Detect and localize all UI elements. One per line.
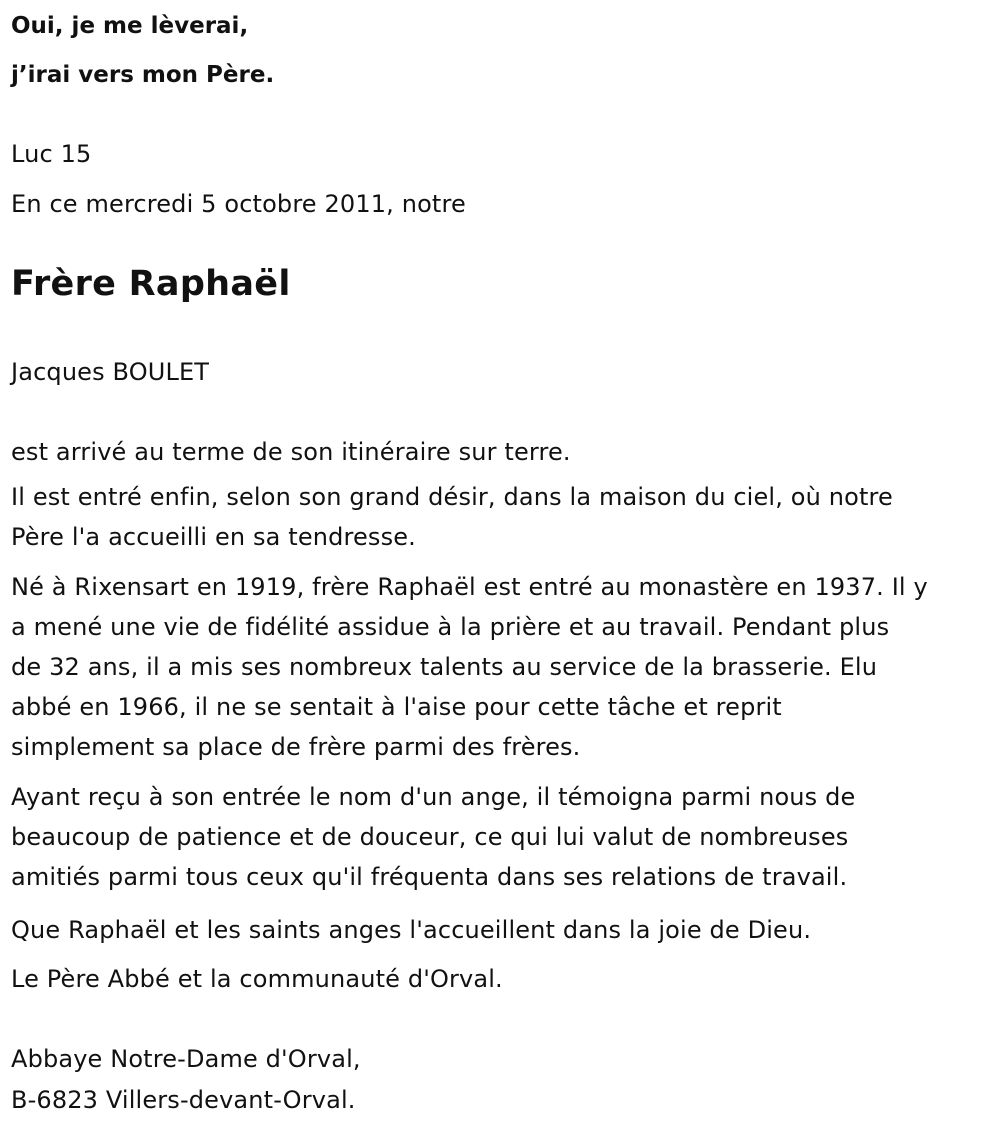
paragraph-2-line: Il est entré enfin, selon son grand désir, dans la maison du ciel, où notre xyxy=(11,483,893,511)
scripture-reference: Luc 15 xyxy=(11,140,92,168)
paragraph-3-line: abbé en 1966, il ne se sentait à l'aise pour cette tâche et reprit xyxy=(11,693,782,721)
paragraph-3-line: simplement sa place de frère parmi des frères. xyxy=(11,733,581,761)
paragraph-6: Le Père Abbé et la communauté d'Orval. xyxy=(11,965,503,993)
paragraph-5: Que Raphaël et les saints anges l'accueillent dans la joie de Dieu. xyxy=(11,916,812,944)
address-line-1: Abbaye Notre-Dame d'Orval, xyxy=(11,1045,361,1073)
paragraph-2-line: Père l'a accueilli en sa tendresse. xyxy=(11,523,416,551)
intro-text: En ce mercredi 5 octobre 2011, notre xyxy=(11,190,466,218)
paragraph-4-line: beaucoup de patience et de douceur, ce qui lui valut de nombreuses xyxy=(11,823,849,851)
paragraph-2 xyxy=(11,482,996,562)
quote-line-2: j’irai vers mon Père. xyxy=(11,62,275,88)
civil-name: Jacques BOULET xyxy=(11,358,210,386)
paragraph-3-line: de 32 ans, il a mis ses nombreux talents au service de la brasserie. Elu xyxy=(11,653,878,681)
paragraph-4-line: Ayant reçu à son entrée le nom d'un ange, il témoigna parmi nous de xyxy=(11,783,856,811)
quote-line-1: Oui, je me lèverai, xyxy=(11,13,249,39)
paragraph-4 xyxy=(11,782,996,902)
paragraph-1: est arrivé au terme de son itinéraire sur terre. xyxy=(11,438,571,466)
deceased-name: Frère Raphaël xyxy=(11,264,291,304)
paragraph-3 xyxy=(11,572,996,772)
paragraph-3-line: a mené une vie de fidélité assidue à la prière et au travail. Pendant plus xyxy=(11,613,890,641)
address-line-2: B-6823 Villers-devant-Orval. xyxy=(11,1086,356,1114)
paragraph-4-line: amitiés parmi tous ceux qu'il fréquenta dans ses relations de travail. xyxy=(11,863,848,891)
paragraph-3-line: Né à Rixensart en 1919, frère Raphaël est entré au monastère en 1937. Il y xyxy=(11,573,928,601)
